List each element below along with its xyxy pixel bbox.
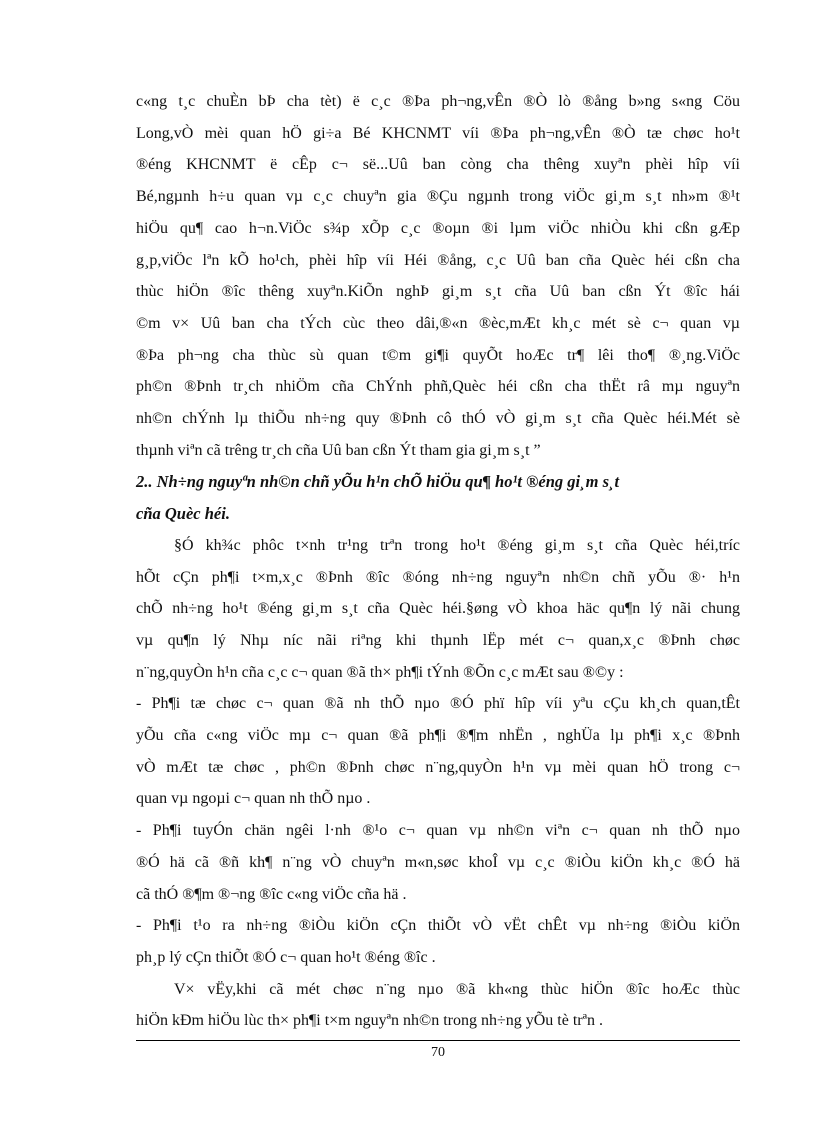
text-line: ®éng KHCNMT ë cÊp c¬ së...Uû ban còng cha thêng xuyªn phèi hîp víi	[136, 156, 740, 174]
text-line: ©m v× Uû ban cha tÝch cùc theo dâi,®«n ®èc,mÆt kh¸c mét sè c¬ quan vµ	[136, 314, 740, 332]
text-line: - Ph¶i tæ chøc c¬ quan ®ã nh thÕ nµo ®Ó phï hîp víi yªu cÇu kh¸ch quan,tÊt	[136, 695, 740, 713]
heading-line: 2.. Nh÷ng nguyªn nh©n chñ yÕu h¹n chÕ hiÖu qu¶ ho¹t ®éng gi¸m s¸t	[136, 472, 620, 492]
bullet-item-2	[136, 815, 740, 910]
body-paragraph-2	[136, 530, 740, 689]
heading-line: cña Quèc héi.	[136, 504, 230, 524]
text-line: quan vµ ngoµi c¬ quan nh thÕ nµo .	[136, 790, 371, 808]
text-line: vÒ mÆt tæ chøc , ph©n ®Þnh chøc n¨ng,quyÒn h¹n vµ mèi quan hÖ trong c¬	[136, 758, 740, 776]
text-line: ®Þa ph¬ng cha thùc sù quan t©m gi¶i quyÕt hoÆc tr¶ lêi tho¶ ®¸ng.ViÖc	[136, 346, 740, 364]
page-content	[136, 86, 740, 1037]
text-line: ®Ó hä cã ®ñ kh¶ n¨ng vÒ chuyªn m«n,søc khoÎ vµ c¸c ®iÒu kiÖn kh¸c ®Ó hä	[136, 853, 740, 871]
bullet-item-1	[136, 688, 740, 815]
text-line: - Ph¶i t¹o ra nh÷ng ®iÒu kiÖn cÇn thiÕt vÒ vËt chÊt vµ nh÷ng ®iÒu kiÖn	[136, 917, 740, 935]
text-line: c«ng t¸c chuÈn bÞ cha tèt) ë c¸c ®Þa ph¬ng,vÊn ®Ò lò ®ång b»ng s«ng Cöu	[136, 93, 740, 110]
text-line: thùc hiÖn ®îc thêng xuyªn.KiÕn nghÞ gi¸m s¸t cña Uû ban cßn Ýt ®îc hái	[136, 283, 740, 301]
body-paragraph-1	[136, 86, 740, 466]
text-line: hiÖn kÐm hiÖu lùc th× ph¶i t×m nguyªn nh©n trong nh÷ng yÕu tè trªn .	[136, 1012, 604, 1030]
bullet-item-3	[136, 910, 740, 973]
text-line: Long,vÒ mèi quan hÖ gi÷a Bé KHCNMT víi ®Þa ph¬ng,vÊn ®Ò tæ chøc ho¹t	[136, 124, 740, 142]
text-line: V× vËy,khi cã mét chøc n¨ng nµo ®ã kh«ng thùc hiÖn ®îc hoÆc thùc	[174, 980, 740, 998]
text-line: cã thÓ ®¶m ®¬ng ®îc c«ng viÖc cña hä .	[136, 885, 407, 903]
page-number: 70	[431, 1045, 445, 1060]
text-line: thµnh viªn cã trêng tr¸ch cña Uû ban cßn Ýt tham gia gi¸m s¸t ”	[136, 441, 541, 459]
text-line: g¸p,viÖc lªn kÕ ho¹ch, phèi hîp víi Héi ®ång, c¸c Uû ban cña Quèc héi cßn cha	[136, 251, 740, 269]
footer-rule	[136, 1040, 740, 1041]
text-line: §Ó kh¾c phôc t×nh tr¹ng trªn trong ho¹t ®éng gi¸m s¸t cña Quèc héi,tríc	[174, 536, 740, 554]
text-line: hiÖu qu¶ cao h¬n.ViÖc s¾p xÕp c¸c ®oµn ®i lµm viÖc nhiÒu khi cßn gÆp	[136, 219, 740, 237]
body-paragraph-3	[136, 974, 740, 1037]
text-line: hÕt cÇn ph¶i t×m,x¸c ®Þnh ®îc ®óng nh÷ng nguyªn nh©n chñ yÕu ®· h¹n	[136, 568, 740, 586]
text-line: n¨ng,quyÒn h¹n cña c¸c c¬ quan ®ã th× ph¶i tÝnh ®Õn c¸c mÆt sau ®©y :	[136, 663, 624, 681]
text-line: chÕ nh÷ng ho¹t ®éng gi¸m s¸t cña Quèc héi.§øng vÒ khoa häc qu¶n lý nãi chung	[136, 600, 740, 618]
text-line: - Ph¶i tuyÓn chän ngêi l·nh ®¹o c¬ quan vµ nh©n viªn c¬ quan nh thÕ nµo	[136, 822, 740, 840]
text-line: vµ qu¶n lý Nhµ níc nãi riªng khi thµnh lËp mét c¬ quan,x¸c ®Þnh chøc	[136, 631, 740, 649]
text-line: nh©n chÝnh lµ thiÕu nh÷ng quy ®Þnh cô thÓ vÒ gi¸m s¸t cña Quèc héi.Mét sè	[136, 410, 740, 428]
section-heading	[136, 466, 740, 529]
text-line: ph¸p lý cÇn thiÕt ®Ó c¬ quan ho¹t ®éng ®îc .	[136, 948, 436, 966]
text-line: yÕu cña c«ng viÖc mµ c¬ quan ®ã ph¶i ®¶m nhËn , nghÜa lµ ph¶i x¸c ®Þnh	[136, 727, 740, 745]
text-line: Bé,ngµnh h÷u quan vµ c¸c chuyªn gia ®Çu ngµnh trong viÖc gi¸m s¸t nh»m ®¹t	[136, 188, 740, 206]
text-line: ph©n ®Þnh tr¸ch nhiÖm cña ChÝnh phñ,Quèc héi cßn cha thËt râ mµ nguyªn	[136, 378, 740, 396]
